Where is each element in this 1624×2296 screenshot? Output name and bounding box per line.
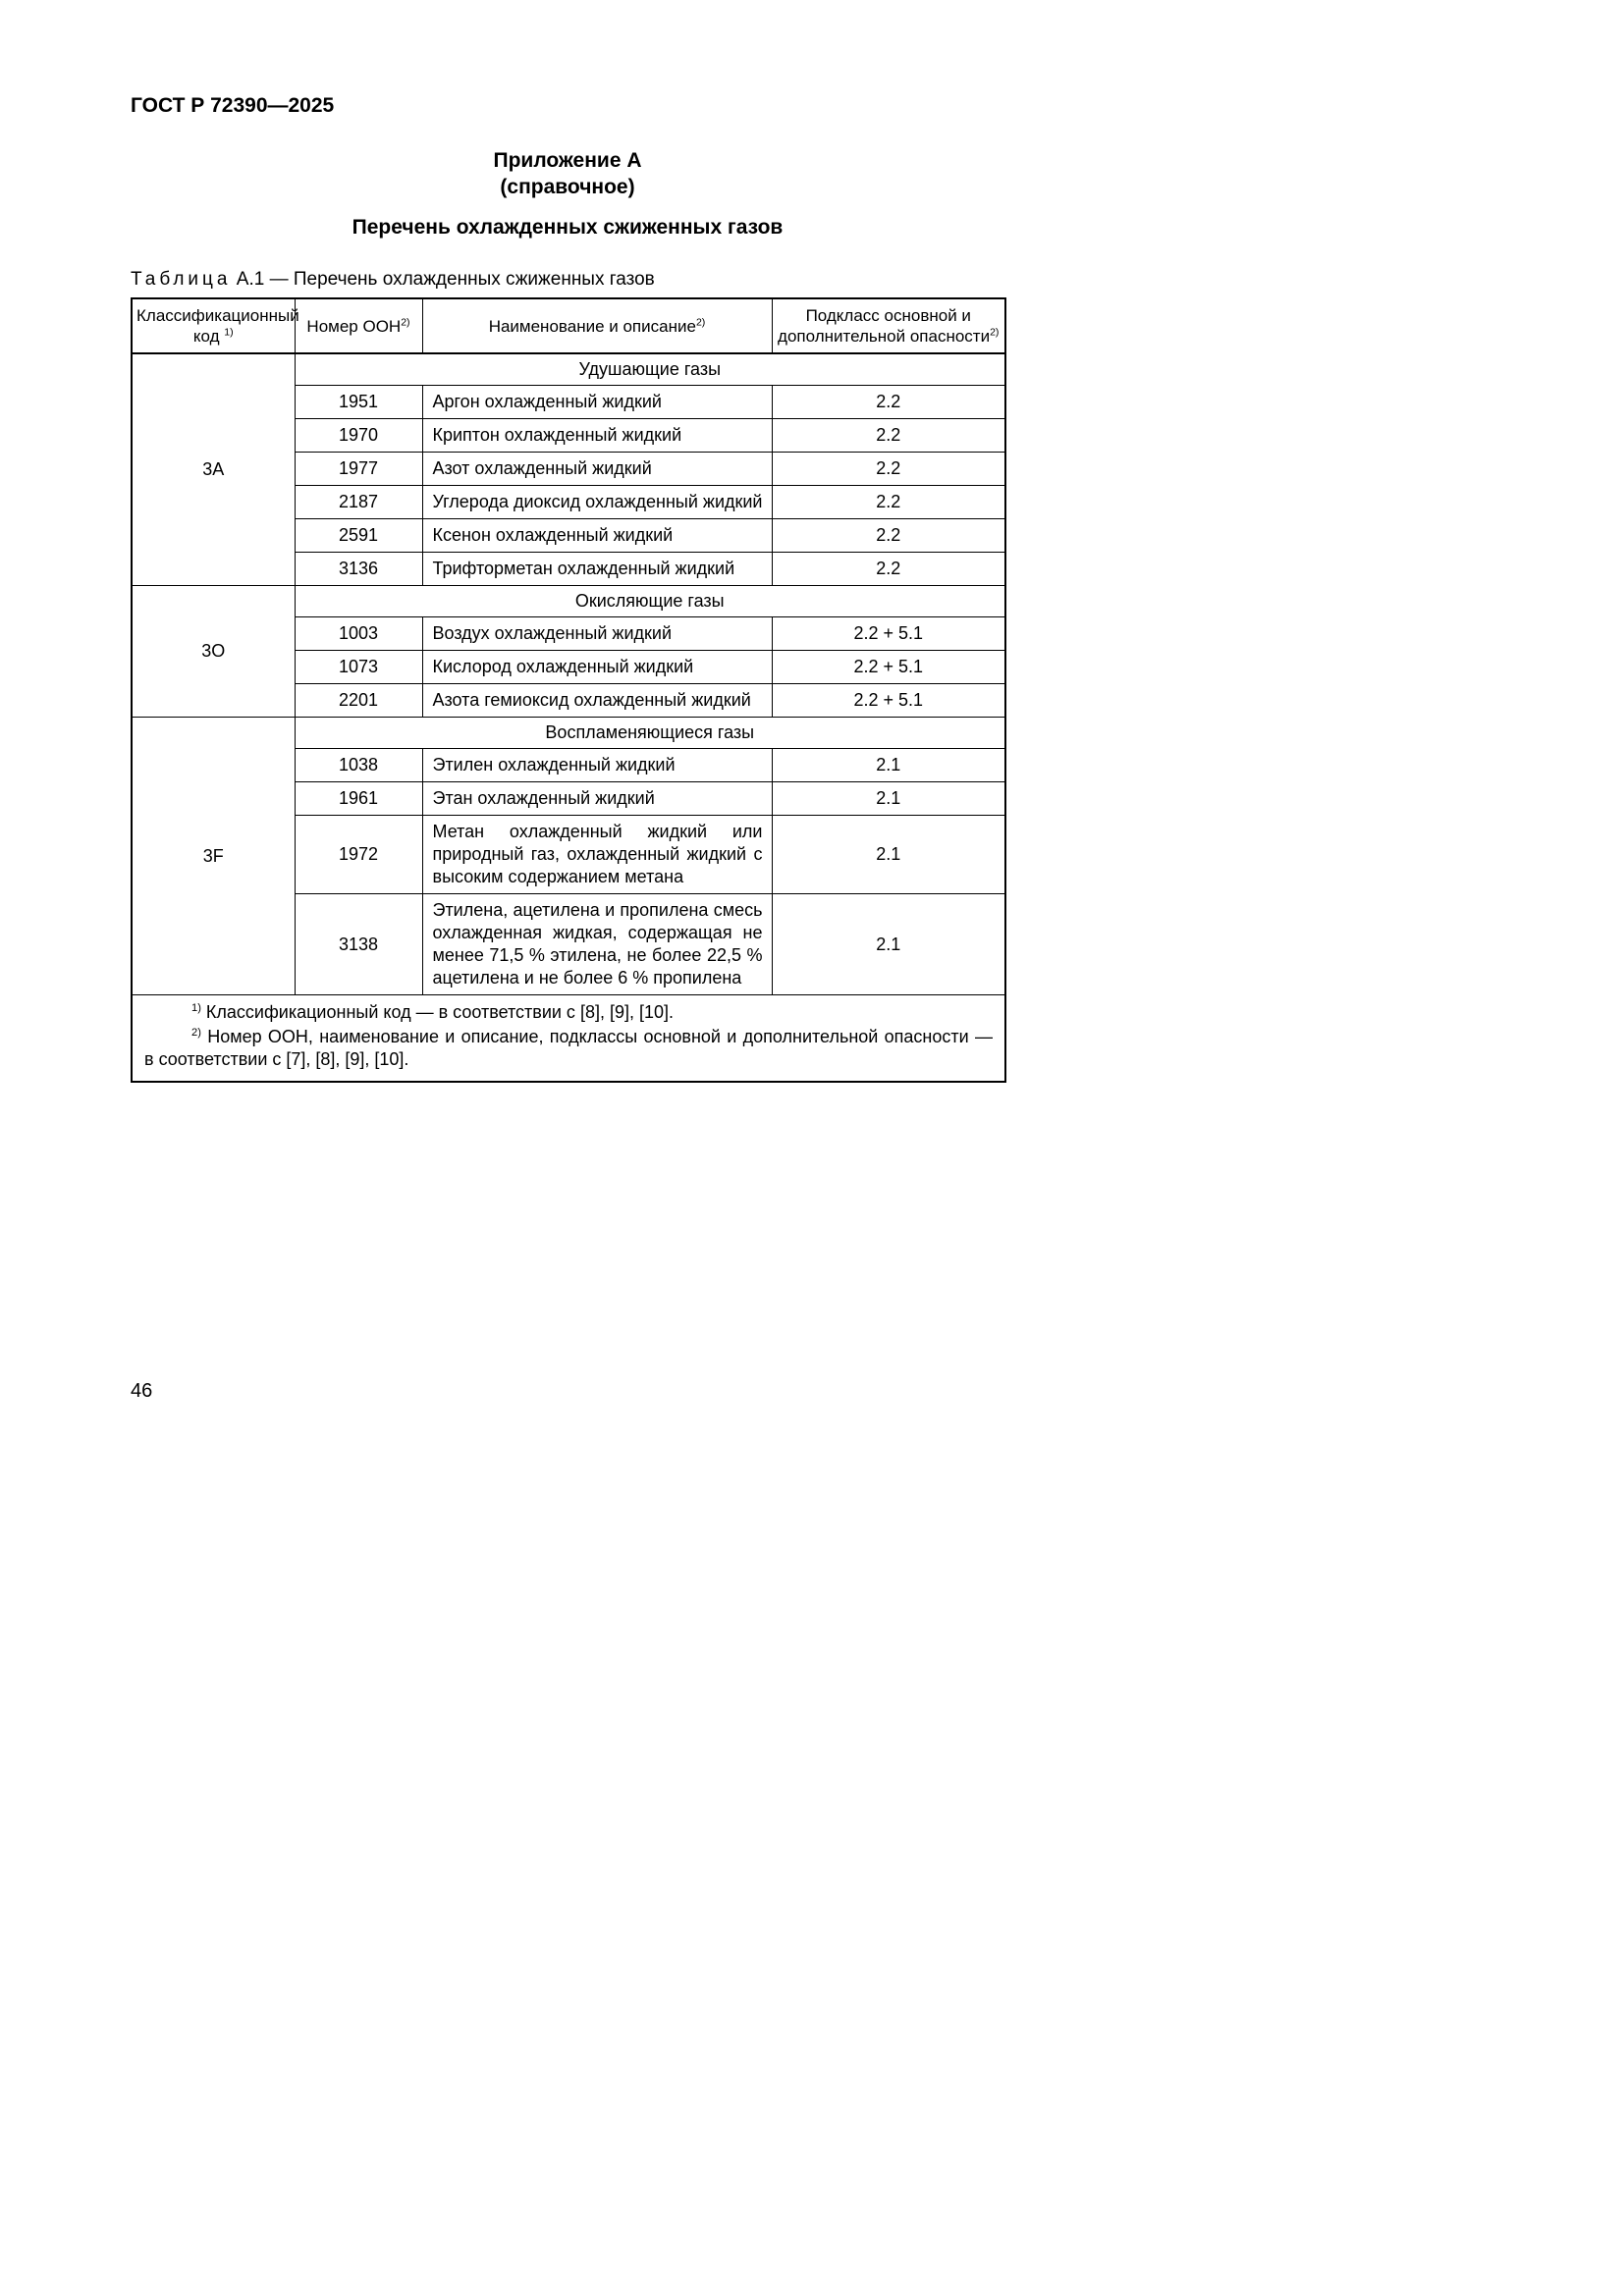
un-number: 1970 bbox=[295, 419, 422, 453]
table-wrapper bbox=[131, 297, 1004, 1083]
hazard-subclass: 2.2 bbox=[772, 519, 1005, 553]
gas-group-title: Воспламеняющиеся газы bbox=[295, 718, 1005, 749]
gas-group-title: Удушающие газы bbox=[295, 353, 1005, 386]
column-header-3: Наименование и описание$^{2)}$ bbox=[422, 298, 772, 353]
hazard-subclass: 2.2 bbox=[772, 386, 1005, 419]
annex-title-block bbox=[131, 147, 1004, 200]
un-number: 1977 bbox=[295, 453, 422, 486]
gas-group-title: Окисляющие газы bbox=[295, 586, 1005, 617]
hazard-subclass: 2.2 bbox=[772, 453, 1005, 486]
column-header-2: Номер ООН$^{2)}$ bbox=[295, 298, 422, 353]
group-row bbox=[132, 718, 1005, 749]
classification-code: 3F bbox=[132, 718, 295, 995]
un-number: 1038 bbox=[295, 749, 422, 782]
footnote-marker: 2) bbox=[990, 326, 1000, 339]
gas-name: Метан охлажденный жидкий или природный газ, охлажденный жидкий с высоким содержанием метана bbox=[422, 816, 772, 894]
gas-name: Криптон охлажденный жидкий bbox=[422, 419, 772, 453]
un-number: 3138 bbox=[295, 894, 422, 995]
un-number: 2591 bbox=[295, 519, 422, 553]
gas-name: Аргон охлажденный жидкий bbox=[422, 386, 772, 419]
footnote-marker: 2) bbox=[695, 315, 706, 328]
hazard-subclass: 2.2 bbox=[772, 486, 1005, 519]
column-header-1: Классификационный код $^{1)}$ bbox=[132, 298, 295, 353]
gas-table-body bbox=[132, 353, 1005, 1082]
annex-title: Приложение А bbox=[493, 149, 642, 172]
table-caption bbox=[131, 269, 1004, 291]
hazard-subclass: 2.2 bbox=[772, 553, 1005, 586]
gas-table-head bbox=[132, 298, 1005, 353]
group-row bbox=[132, 586, 1005, 617]
footnotes-cell bbox=[132, 995, 1005, 1083]
classification-code: 3О bbox=[132, 586, 295, 718]
gas-name: Этан охлажденный жидкий bbox=[422, 782, 772, 816]
hazard-subclass: 2.1 bbox=[772, 894, 1005, 995]
hazard-subclass: 2.1 bbox=[772, 749, 1005, 782]
footnote-marker: 1) bbox=[224, 326, 234, 339]
un-number: 3136 bbox=[295, 553, 422, 586]
page-title: Перечень охлажденных сжиженных газов bbox=[352, 216, 784, 239]
un-number: 1972 bbox=[295, 816, 422, 894]
footnote-marker: 2) bbox=[401, 315, 410, 328]
table-caption-word: Таблица bbox=[131, 269, 232, 290]
un-number: 1951 bbox=[295, 386, 422, 419]
hazard-subclass: 2.2 + 5.1 bbox=[772, 651, 1005, 684]
gas-name: Этилена, ацетилена и пропилена смесь охлажденная жидкая, содержащая не менее 71,5 % этилена, не более 22,5 % ацетилена и не более 6 % пропилена bbox=[422, 894, 772, 995]
gas-name: Этилен охлажденный жидкий bbox=[422, 749, 772, 782]
hazard-subclass: 2.2 bbox=[772, 419, 1005, 453]
column-header-4: Подкласс основной и дополнительной опасности$^{2)}$ bbox=[772, 298, 1005, 353]
hazard-subclass: 2.2 + 5.1 bbox=[772, 684, 1005, 718]
un-number: 1003 bbox=[295, 617, 422, 651]
footnote: $^{2)}$ Номер ООН, наименование и описание, подклассы основной и дополнительной опасности — в соответствии с [7], [8], [9], [10]. bbox=[144, 1027, 993, 1069]
gas-name: Углерода диоксид охлажденный жидкий bbox=[422, 486, 772, 519]
gas-name: Ксенон охлажденный жидкий bbox=[422, 519, 772, 553]
table-caption-text: А.1 — Перечень охлажденных сжиженных газов bbox=[231, 269, 655, 290]
hazard-subclass: 2.2 + 5.1 bbox=[772, 617, 1005, 651]
un-number: 2187 bbox=[295, 486, 422, 519]
hazard-subclass: 2.1 bbox=[772, 816, 1005, 894]
page-number: 46 bbox=[131, 1380, 153, 1402]
gas-name: Трифторметан охлажденный жидкий bbox=[422, 553, 772, 586]
footnotes-row bbox=[132, 995, 1005, 1083]
un-number: 2201 bbox=[295, 684, 422, 718]
gas-table bbox=[131, 297, 1006, 1083]
classification-code: 3А bbox=[132, 353, 295, 586]
gas-name: Воздух охлажденный жидкий bbox=[422, 617, 772, 651]
footnote-marker: 2) bbox=[191, 1027, 201, 1039]
un-number: 1073 bbox=[295, 651, 422, 684]
group-row bbox=[132, 353, 1005, 386]
gas-name: Азота гемиоксид охлажденный жидкий bbox=[422, 684, 772, 718]
footnote: $^{1)}$ Классификационный код — в соответствии с [8], [9], [10]. bbox=[191, 1002, 674, 1022]
annex-type: (справочное) bbox=[500, 176, 635, 198]
header-row bbox=[132, 298, 1005, 353]
un-number: 1961 bbox=[295, 782, 422, 816]
document-header: ГОСТ Р 72390—2025 bbox=[131, 94, 335, 117]
footnote-marker: 1) bbox=[191, 1002, 201, 1014]
gas-name: Азот охлажденный жидкий bbox=[422, 453, 772, 486]
hazard-subclass: 2.1 bbox=[772, 782, 1005, 816]
gas-name: Кислород охлажденный жидкий bbox=[422, 651, 772, 684]
